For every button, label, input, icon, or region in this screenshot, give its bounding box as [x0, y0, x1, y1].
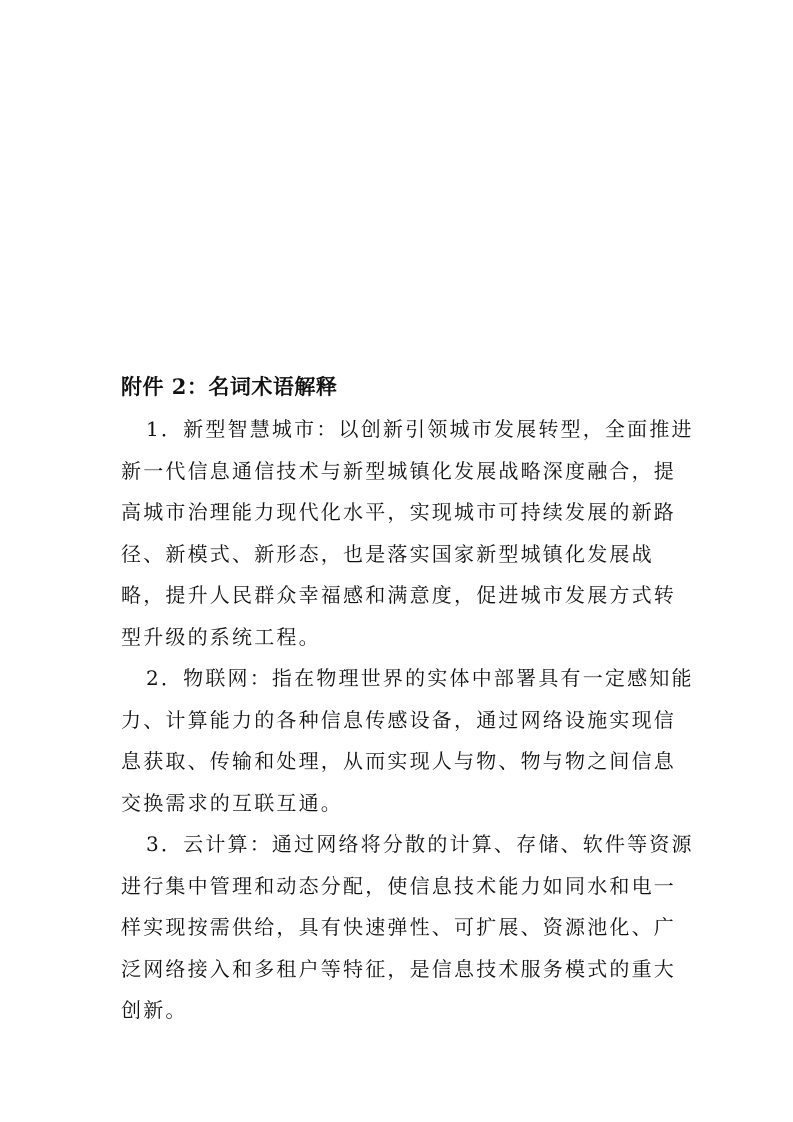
paragraph-line: 2．物联网：指在物理世界的实体中部署具有一定感知能: [146, 666, 694, 690]
paragraph-line: 径、新模式、新形态，也是落实国家新型城镇化发展战: [121, 541, 654, 566]
paragraph-line: 进行集中管理和动态分配，使信息技术能力如同水和电一: [121, 873, 676, 898]
paragraph-line: 1．新型智慧城市：以创新引领城市发展转型，全面推进: [146, 417, 694, 441]
paragraph-line: 新一代信息通信技术与新型城镇化发展战略深度融合，提: [121, 458, 676, 483]
paragraph-line: 样实现按需供给，具有快速弹性、可扩展、资源池化、广: [121, 915, 676, 939]
term-paragraph-iot: [121, 658, 694, 824]
document-heading: 附件 2：名词术语解释: [121, 374, 338, 399]
paragraph-line: 型升级的系统工程。: [121, 624, 321, 649]
paragraph-line: 泛网络接入和多租户等特征，是信息技术服务模式的重大: [121, 956, 676, 981]
paragraph-line: 高城市治理能力现代化水平，实现城市可持续发展的新路: [121, 500, 676, 524]
paragraph-line: 息获取、传输和处理，从而实现人与物、物与物之间信息: [121, 749, 676, 773]
paragraph-line: 创新。: [121, 998, 188, 1022]
term-paragraph-cloud-computing: [121, 824, 694, 1032]
paragraph-line: 3．云计算：通过网络将分散的计算、存储、软件等资源: [146, 832, 694, 856]
paragraph-line: 交换需求的互联互通。: [121, 790, 343, 815]
term-paragraph-smart-city: [121, 409, 694, 658]
paragraph-line: 略，提升人民群众幸福感和满意度，促进城市发展方式转: [121, 583, 676, 607]
paragraph-line: 力、计算能力的各种信息传感设备，通过网络设施实现信: [121, 707, 676, 732]
